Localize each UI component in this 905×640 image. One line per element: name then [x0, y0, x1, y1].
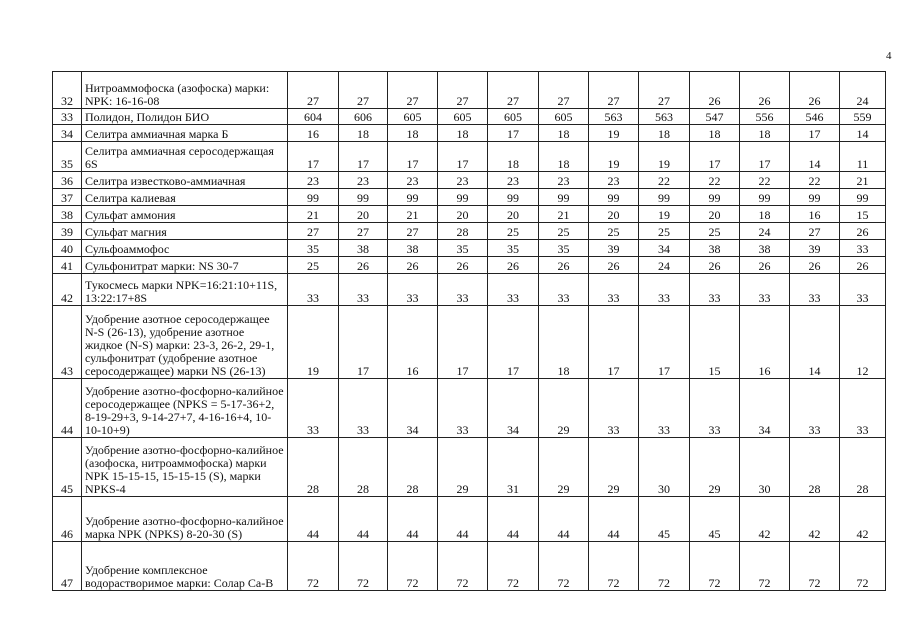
- value-cell: 33: [690, 379, 740, 438]
- value-cell: 33: [740, 274, 790, 306]
- value-cell: 27: [388, 72, 438, 109]
- value-cell: 33: [690, 274, 740, 306]
- value-cell: 20: [690, 206, 740, 223]
- value-cell: 18: [488, 142, 539, 172]
- value-cell: 29: [438, 438, 488, 497]
- page-number: 4: [886, 50, 892, 62]
- value-cell: 99: [840, 189, 886, 206]
- value-cell: 17: [388, 142, 438, 172]
- value-cell: 31: [488, 438, 539, 497]
- value-cell: 99: [589, 189, 639, 206]
- value-cell: 72: [740, 542, 790, 591]
- table-row: [53, 172, 886, 189]
- product-name: Сульфат аммония: [82, 206, 288, 223]
- value-cell: 19: [589, 125, 639, 142]
- value-cell: 44: [589, 497, 639, 542]
- value-cell: 26: [589, 257, 639, 274]
- value-cell: 34: [639, 240, 690, 257]
- value-cell: 72: [539, 542, 589, 591]
- value-cell: 27: [488, 72, 539, 109]
- row-number: 40: [53, 240, 82, 257]
- value-cell: 28: [339, 438, 388, 497]
- value-cell: 23: [339, 172, 388, 189]
- value-cell: 26: [790, 72, 840, 109]
- row-number: 41: [53, 257, 82, 274]
- value-cell: 21: [840, 172, 886, 189]
- value-cell: 25: [690, 223, 740, 240]
- product-name: Селитра аммиачная серосодержащая 6S: [82, 142, 288, 172]
- value-cell: 29: [539, 379, 589, 438]
- value-cell: 42: [840, 497, 886, 542]
- value-cell: 17: [740, 142, 790, 172]
- table-body: [53, 72, 886, 591]
- value-cell: 27: [438, 72, 488, 109]
- value-cell: 26: [740, 257, 790, 274]
- value-cell: 14: [790, 142, 840, 172]
- value-cell: 17: [690, 142, 740, 172]
- value-cell: 99: [790, 189, 840, 206]
- value-cell: 16: [740, 306, 790, 379]
- value-cell: 23: [438, 172, 488, 189]
- table-row: [53, 142, 886, 172]
- value-cell: 26: [438, 257, 488, 274]
- value-cell: 18: [639, 125, 690, 142]
- value-cell: 72: [388, 542, 438, 591]
- value-cell: 33: [790, 379, 840, 438]
- value-cell: 39: [589, 240, 639, 257]
- value-cell: 39: [790, 240, 840, 257]
- value-cell: 33: [589, 274, 639, 306]
- product-name: Полидон, Полидон БИО: [82, 109, 288, 125]
- table-row: [53, 206, 886, 223]
- value-cell: 17: [589, 306, 639, 379]
- value-cell: 28: [790, 438, 840, 497]
- table-row: [53, 223, 886, 240]
- value-cell: 33: [840, 379, 886, 438]
- value-cell: 25: [639, 223, 690, 240]
- value-cell: 17: [790, 125, 840, 142]
- value-cell: 45: [639, 497, 690, 542]
- value-cell: 23: [388, 172, 438, 189]
- value-cell: 34: [488, 379, 539, 438]
- fertilizer-table: [52, 71, 886, 591]
- product-name: Удобрение азотно-фосфорно-калийное серосодержащее (NPKS = 5-17-36+2, 8-19-29+3, 9-14-27+7, 4-16-16+4, 10-10-10+9): [82, 379, 288, 438]
- value-cell: 546: [790, 109, 840, 125]
- value-cell: 34: [740, 379, 790, 438]
- table-row: [53, 125, 886, 142]
- value-cell: 18: [539, 142, 589, 172]
- value-cell: 27: [339, 223, 388, 240]
- value-cell: 23: [539, 172, 589, 189]
- value-cell: 556: [740, 109, 790, 125]
- value-cell: 35: [288, 240, 339, 257]
- value-cell: 99: [488, 189, 539, 206]
- value-cell: 33: [288, 274, 339, 306]
- value-cell: 605: [438, 109, 488, 125]
- row-number: 39: [53, 223, 82, 240]
- value-cell: 28: [840, 438, 886, 497]
- value-cell: 24: [639, 257, 690, 274]
- value-cell: 24: [840, 72, 886, 109]
- value-cell: 72: [339, 542, 388, 591]
- product-name: Селитра калиевая: [82, 189, 288, 206]
- value-cell: 27: [388, 223, 438, 240]
- value-cell: 35: [488, 240, 539, 257]
- value-cell: 16: [288, 125, 339, 142]
- row-number: 34: [53, 125, 82, 142]
- value-cell: 25: [488, 223, 539, 240]
- value-cell: 17: [339, 306, 388, 379]
- value-cell: 26: [339, 257, 388, 274]
- row-number: 45: [53, 438, 82, 497]
- product-name: Селитра известково-аммиачная: [82, 172, 288, 189]
- value-cell: 33: [438, 274, 488, 306]
- value-cell: 72: [639, 542, 690, 591]
- value-cell: 38: [339, 240, 388, 257]
- value-cell: 605: [539, 109, 589, 125]
- table-row: [53, 257, 886, 274]
- value-cell: 33: [539, 274, 589, 306]
- product-name: Сульфоаммофос: [82, 240, 288, 257]
- value-cell: 33: [438, 379, 488, 438]
- value-cell: 22: [740, 172, 790, 189]
- value-cell: 27: [589, 72, 639, 109]
- value-cell: 99: [690, 189, 740, 206]
- value-cell: 15: [840, 206, 886, 223]
- value-cell: 604: [288, 109, 339, 125]
- value-cell: 25: [288, 257, 339, 274]
- value-cell: 30: [639, 438, 690, 497]
- value-cell: 33: [288, 379, 339, 438]
- value-cell: 27: [288, 223, 339, 240]
- value-cell: 33: [339, 274, 388, 306]
- value-cell: 27: [539, 72, 589, 109]
- product-name: Удобрение комплексное водорастворимое марки: Солар Са-В: [82, 542, 288, 591]
- value-cell: 17: [288, 142, 339, 172]
- product-name: Сульфонитрат марки: NS 30-7: [82, 257, 288, 274]
- value-cell: 30: [740, 438, 790, 497]
- value-cell: 29: [589, 438, 639, 497]
- value-cell: 33: [639, 274, 690, 306]
- value-cell: 72: [690, 542, 740, 591]
- value-cell: 44: [388, 497, 438, 542]
- value-cell: 26: [790, 257, 840, 274]
- value-cell: 20: [589, 206, 639, 223]
- value-cell: 563: [589, 109, 639, 125]
- value-cell: 72: [790, 542, 840, 591]
- product-name: Нитроаммофоска (азофоска) марки: NPK: 16-16-08: [82, 72, 288, 109]
- value-cell: 605: [388, 109, 438, 125]
- value-cell: 26: [388, 257, 438, 274]
- value-cell: 23: [589, 172, 639, 189]
- table-row: [53, 240, 886, 257]
- value-cell: 17: [639, 306, 690, 379]
- value-cell: 29: [690, 438, 740, 497]
- value-cell: 606: [339, 109, 388, 125]
- value-cell: 25: [539, 223, 589, 240]
- value-cell: 44: [539, 497, 589, 542]
- table-row: [53, 438, 886, 497]
- value-cell: 18: [388, 125, 438, 142]
- value-cell: 16: [388, 306, 438, 379]
- value-cell: 22: [690, 172, 740, 189]
- value-cell: 22: [639, 172, 690, 189]
- row-number: 32: [53, 72, 82, 109]
- value-cell: 18: [740, 206, 790, 223]
- value-cell: 33: [840, 240, 886, 257]
- product-name: Тукосмесь марки NPK=16:21:10+11S, 13:22:17+8S: [82, 274, 288, 306]
- value-cell: 42: [790, 497, 840, 542]
- value-cell: 19: [589, 142, 639, 172]
- value-cell: 17: [438, 306, 488, 379]
- table-row: [53, 72, 886, 109]
- value-cell: 26: [690, 257, 740, 274]
- value-cell: 33: [339, 379, 388, 438]
- value-cell: 23: [488, 172, 539, 189]
- value-cell: 14: [790, 306, 840, 379]
- product-name: Удобрение азотное серосодержащее N-S (26-13), удобрение азотное жидкое (N-S) марки: 23-3, 26-2, 29-1, сульфонитрат (удобрение азотное серосодержащее) марки NS (26-13): [82, 306, 288, 379]
- value-cell: 20: [339, 206, 388, 223]
- product-name: Сульфат магния: [82, 223, 288, 240]
- value-cell: 27: [339, 72, 388, 109]
- value-cell: 16: [790, 206, 840, 223]
- value-cell: 38: [690, 240, 740, 257]
- value-cell: 547: [690, 109, 740, 125]
- value-cell: 34: [388, 379, 438, 438]
- value-cell: 17: [488, 125, 539, 142]
- table-row: [53, 306, 886, 379]
- value-cell: 17: [339, 142, 388, 172]
- value-cell: 72: [488, 542, 539, 591]
- value-cell: 99: [539, 189, 589, 206]
- value-cell: 23: [288, 172, 339, 189]
- value-cell: 18: [438, 125, 488, 142]
- product-name: Удобрение азотно-фосфорно-калийное марка NPK (NPKS) 8-20-30 (S): [82, 497, 288, 542]
- value-cell: 72: [840, 542, 886, 591]
- value-cell: 26: [740, 72, 790, 109]
- table-row: [53, 189, 886, 206]
- product-name: Удобрение азотно-фосфорно-калийное (азофоска, нитроаммофоска) марки NPK 15-15-15, 15-15-15 (S), марки NPKS-4: [82, 438, 288, 497]
- value-cell: 18: [539, 306, 589, 379]
- value-cell: 559: [840, 109, 886, 125]
- value-cell: 28: [388, 438, 438, 497]
- value-cell: 18: [690, 125, 740, 142]
- value-cell: 19: [639, 206, 690, 223]
- value-cell: 99: [339, 189, 388, 206]
- value-cell: 18: [339, 125, 388, 142]
- row-number: 42: [53, 274, 82, 306]
- value-cell: 21: [288, 206, 339, 223]
- value-cell: 19: [639, 142, 690, 172]
- value-cell: 99: [388, 189, 438, 206]
- value-cell: 26: [539, 257, 589, 274]
- value-cell: 72: [438, 542, 488, 591]
- value-cell: 33: [840, 274, 886, 306]
- value-cell: 18: [539, 125, 589, 142]
- row-number: 35: [53, 142, 82, 172]
- value-cell: 12: [840, 306, 886, 379]
- value-cell: 28: [288, 438, 339, 497]
- table-row: [53, 274, 886, 306]
- value-cell: 24: [740, 223, 790, 240]
- value-cell: 17: [438, 142, 488, 172]
- value-cell: 35: [539, 240, 589, 257]
- value-cell: 11: [840, 142, 886, 172]
- value-cell: 28: [438, 223, 488, 240]
- table-row: [53, 542, 886, 591]
- value-cell: 33: [790, 274, 840, 306]
- value-cell: 20: [438, 206, 488, 223]
- value-cell: 44: [288, 497, 339, 542]
- value-cell: 21: [388, 206, 438, 223]
- row-number: 33: [53, 109, 82, 125]
- value-cell: 33: [589, 379, 639, 438]
- row-number: 44: [53, 379, 82, 438]
- row-number: 43: [53, 306, 82, 379]
- value-cell: 99: [438, 189, 488, 206]
- value-cell: 27: [790, 223, 840, 240]
- product-name: Селитра аммиачная марка Б: [82, 125, 288, 142]
- value-cell: 44: [438, 497, 488, 542]
- value-cell: 14: [840, 125, 886, 142]
- value-cell: 27: [639, 72, 690, 109]
- table-row: [53, 497, 886, 542]
- value-cell: 19: [288, 306, 339, 379]
- value-cell: 563: [639, 109, 690, 125]
- value-cell: 99: [639, 189, 690, 206]
- value-cell: 26: [690, 72, 740, 109]
- value-cell: 29: [539, 438, 589, 497]
- value-cell: 44: [488, 497, 539, 542]
- value-cell: 22: [790, 172, 840, 189]
- value-cell: 35: [438, 240, 488, 257]
- value-cell: 42: [740, 497, 790, 542]
- row-number: 46: [53, 497, 82, 542]
- value-cell: 15: [690, 306, 740, 379]
- row-number: 36: [53, 172, 82, 189]
- value-cell: 18: [740, 125, 790, 142]
- value-cell: 27: [288, 72, 339, 109]
- table-row: [53, 109, 886, 125]
- value-cell: 26: [840, 257, 886, 274]
- value-cell: 25: [589, 223, 639, 240]
- value-cell: 72: [589, 542, 639, 591]
- value-cell: 72: [288, 542, 339, 591]
- value-cell: 33: [388, 274, 438, 306]
- value-cell: 26: [840, 223, 886, 240]
- value-cell: 45: [690, 497, 740, 542]
- value-cell: 99: [288, 189, 339, 206]
- value-cell: 33: [488, 274, 539, 306]
- table-row: [53, 379, 886, 438]
- row-number: 37: [53, 189, 82, 206]
- value-cell: 20: [488, 206, 539, 223]
- row-number: 38: [53, 206, 82, 223]
- value-cell: 21: [539, 206, 589, 223]
- value-cell: 33: [639, 379, 690, 438]
- value-cell: 38: [388, 240, 438, 257]
- value-cell: 17: [488, 306, 539, 379]
- value-cell: 26: [488, 257, 539, 274]
- value-cell: 605: [488, 109, 539, 125]
- row-number: 47: [53, 542, 82, 591]
- value-cell: 38: [740, 240, 790, 257]
- value-cell: 44: [339, 497, 388, 542]
- value-cell: 99: [740, 189, 790, 206]
